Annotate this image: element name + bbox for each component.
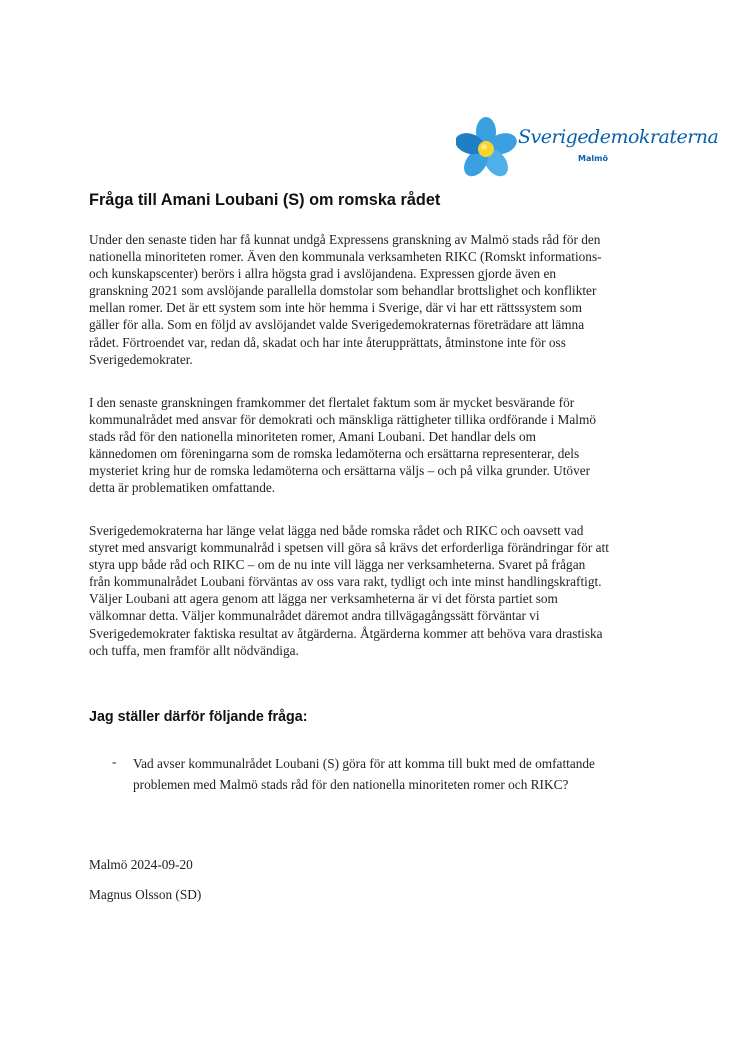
flower-icon (456, 116, 518, 182)
logo-wordmark: Sverigedemokraterna (518, 126, 719, 148)
place-date: Malmö 2024-09-20 (89, 857, 193, 872)
paragraph-line: kännedomen om föreningarna som de romska ledamöterna och ersättarna representerar, dels (89, 446, 580, 462)
paragraph-line: styret med ansvarigt kommunalråd i spetsen vill göra så krävs det erforderliga förändringar för att (89, 540, 609, 556)
paragraph-line: och tuffa, men framför allt nödvändiga. (89, 642, 299, 658)
document-title: Fråga till Amani Loubani (S) om romska rådet (89, 191, 441, 209)
logo-subtitle: Malmö (578, 154, 608, 163)
paragraph-line: mysteriet kring hur de romska ledamöterna och ersättarna väljs – och på vilka grunder. Utöver (89, 463, 591, 479)
bullet-marker: - (112, 754, 117, 769)
paragraph-line: Väljer Loubani att agera genom att lägga ner verksamheterna är vi det första partiet som (89, 591, 558, 607)
paragraph-line: gäller för alla. Som en följd av avslöjandet valde Sverigedemokraternas företrädare att lämna (89, 317, 585, 333)
paragraph-line: granskning 2021 som avslöjande parallella domstolar som behandlar brottslighet och konflikter (89, 283, 597, 299)
paragraph-2 (89, 394, 674, 497)
paragraph-line: stads råd för den nationella minoriteten romer, Amani Loubani. Det handlar dels om (89, 429, 537, 445)
paragraph-line: och kunskapscenter) berörs i allra högsta grad i avslöjandena. Expressen gjorde även en (89, 266, 557, 282)
paragraph-line: Sverigedemokraterna har länge velat lägga ned både romska rådet och RIKC och oavsett vad (89, 523, 584, 538)
question-line: Vad avser kommunalrådet Loubani (S) göra för att komma till bukt med de omfattande (133, 756, 595, 771)
question-heading: Jag ställer därför följande fråga: (89, 709, 308, 725)
question-line: problemen med Malmö stads råd för den nationella minoriteten romer och RIKC? (133, 777, 569, 792)
party-logo (456, 116, 719, 182)
question-text (133, 753, 693, 795)
paragraph-line: Under den senaste tiden har få kunnat undgå Expressens granskning av Malmö stads råd för den (89, 232, 601, 247)
paragraph-line: I den senaste granskningen framkommer det flertalet faktum som är mycket besvärande för (89, 395, 575, 410)
paragraph-line: rådet. Förtroendet var, redan då, skadat och har inte återupprättats, åtminstone inte för oss (89, 334, 566, 350)
paragraph-line: styra upp både råd och RIKC – om de nu inte vill lägga ner verksamheterna. Svaret på frågan (89, 557, 586, 573)
signature: Magnus Olsson (SD) (89, 887, 202, 902)
paragraph-line: kommunalrådet med ansvar för demokrati och mänskliga rättigheter tillika ordförande i Malmö (89, 412, 596, 428)
paragraph-3 (89, 522, 674, 659)
paragraph-line: Sverigedemokrater. (89, 351, 193, 367)
paragraph-line: nationella minoriteten romer. Även den kommunala verksamheten RIKC (Romskt informations- (89, 249, 602, 265)
paragraph-line: Sverigedemokrater faktiska resultat av åtgärderna. Åtgärderna kommer att behöva vara drastiska (89, 625, 603, 641)
paragraph-1 (89, 231, 674, 368)
paragraph-line: från kommunalrådet Loubani förväntas av oss vara rakt, tydligt och inte minst handlingskraftigt. (89, 574, 602, 590)
paragraph-line: välkomnar detta. Väljer kommunalrådet däremot andra tillvägagångssätt förväntar vi (89, 608, 540, 624)
paragraph-line: mellan romer. Det är ett system som inte hör hemma i Sverige, där vi har ett rättssystem som (89, 300, 582, 316)
paragraph-line: detta är problematiken omfattande. (89, 480, 276, 496)
